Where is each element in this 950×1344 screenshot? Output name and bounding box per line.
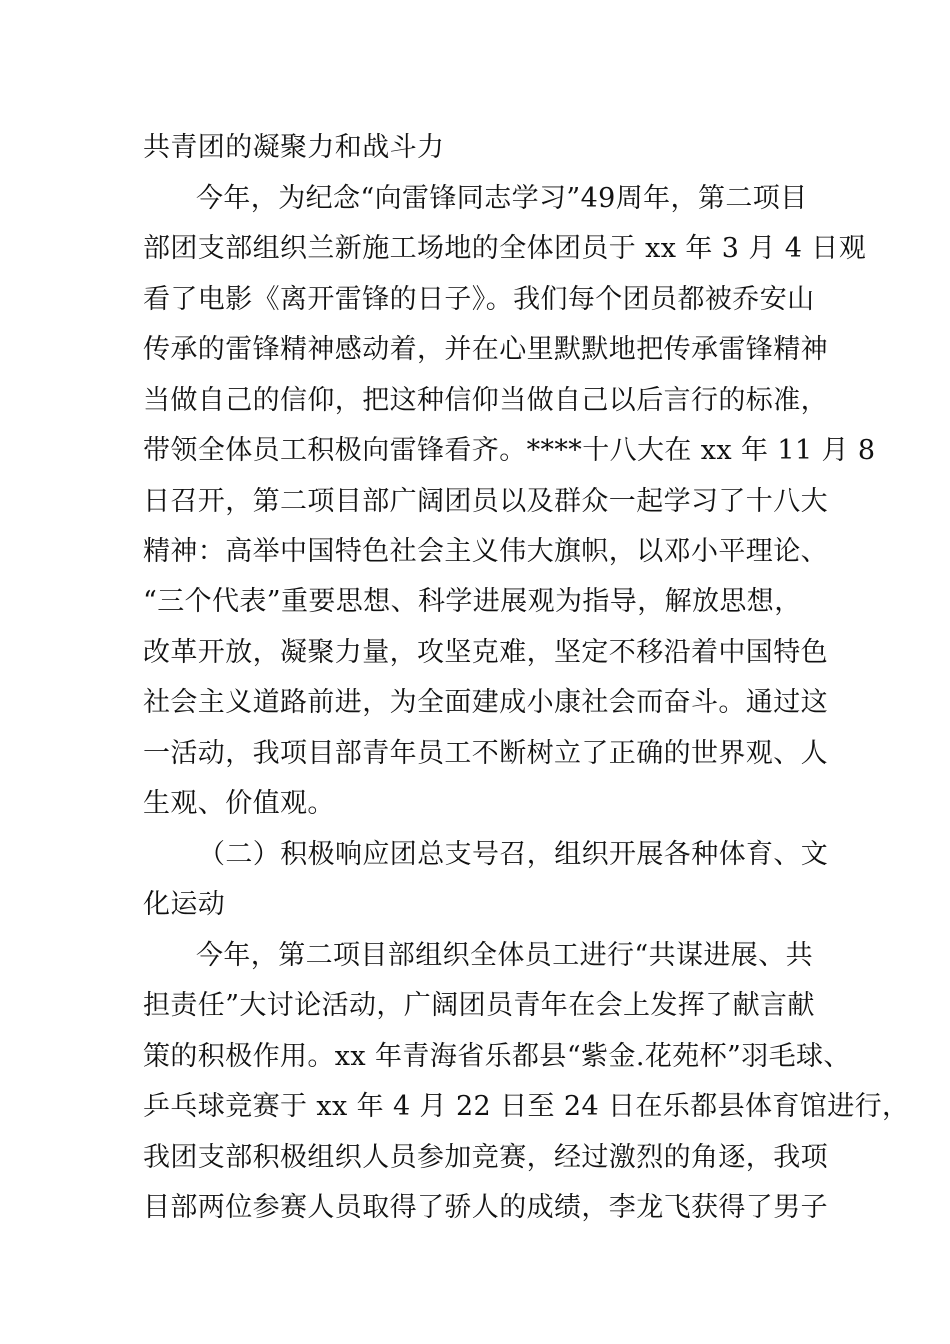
text-line: 带领全体员工积极向雷锋看齐。****十八大在 xx 年 11 月 8 xyxy=(143,435,876,466)
paragraph-first-line: 今年，第二项目部组织全体员工进行“共谋进展、共 xyxy=(196,940,814,971)
text-line: 精神：高举中国特色社会主义伟大旗帜，以邓小平理论、 xyxy=(143,536,828,567)
text-line: “三个代表”重要思想、科学进展观为指导，解放思想， xyxy=(143,586,802,617)
section-heading: （二）积极响应团总支号召，组织开展各种体育、文 xyxy=(198,839,829,870)
text-line: 改革开放，凝聚力量，攻坚克难，坚定不移沿着中国特色 xyxy=(143,637,828,668)
text-line: 一活动，我项目部青年员工不断树立了正确的世界观、人 xyxy=(143,738,828,769)
text-line: 传承的雷锋精神感动着，并在心里默默地把传承雷锋精神 xyxy=(143,334,828,365)
text-line: 看了电影《离开雷锋的日子》。我们每个团员都被乔安山 xyxy=(143,284,815,315)
text-line: 生观、价值观。 xyxy=(143,788,335,819)
text-line: 我团支部积极组织人员参加竞赛，经过激烈的角逐，我项 xyxy=(143,1142,828,1173)
text-line: 共青团的凝聚力和战斗力 xyxy=(143,132,445,163)
paragraph-first-line: 今年，为纪念“向雷锋同志学习”49周年，第二项目 xyxy=(196,183,808,214)
text-line: 目部两位参赛人员取得了骄人的成绩，李龙飞获得了男子 xyxy=(143,1192,828,1223)
section-heading-continued: 化运动 xyxy=(143,889,226,920)
text-line: 部团支部组织兰新施工场地的全体团员于 xx 年 3 月 4 日观 xyxy=(143,233,867,264)
text-line: 社会主义道路前进，为全面建成小康社会而奋斗。通过这 xyxy=(143,687,828,718)
text-line: 乒乓球竞赛于 xx 年 4 月 22 日至 24 日在乐都县体育馆进行， xyxy=(143,1091,910,1122)
text-line: 日召开，第二项目部广阔团员以及群众一起学习了十八大 xyxy=(143,486,828,517)
text-line: 策的积极作用。xx 年青海省乐都县“紫金.花苑杯”羽毛球、 xyxy=(143,1041,851,1072)
text-line: 担责任”大讨论活动，广阔团员青年在会上发挥了献言献 xyxy=(143,990,815,1021)
text-line: 当做自己的信仰，把这种信仰当做自己以后言行的标准， xyxy=(143,385,828,416)
